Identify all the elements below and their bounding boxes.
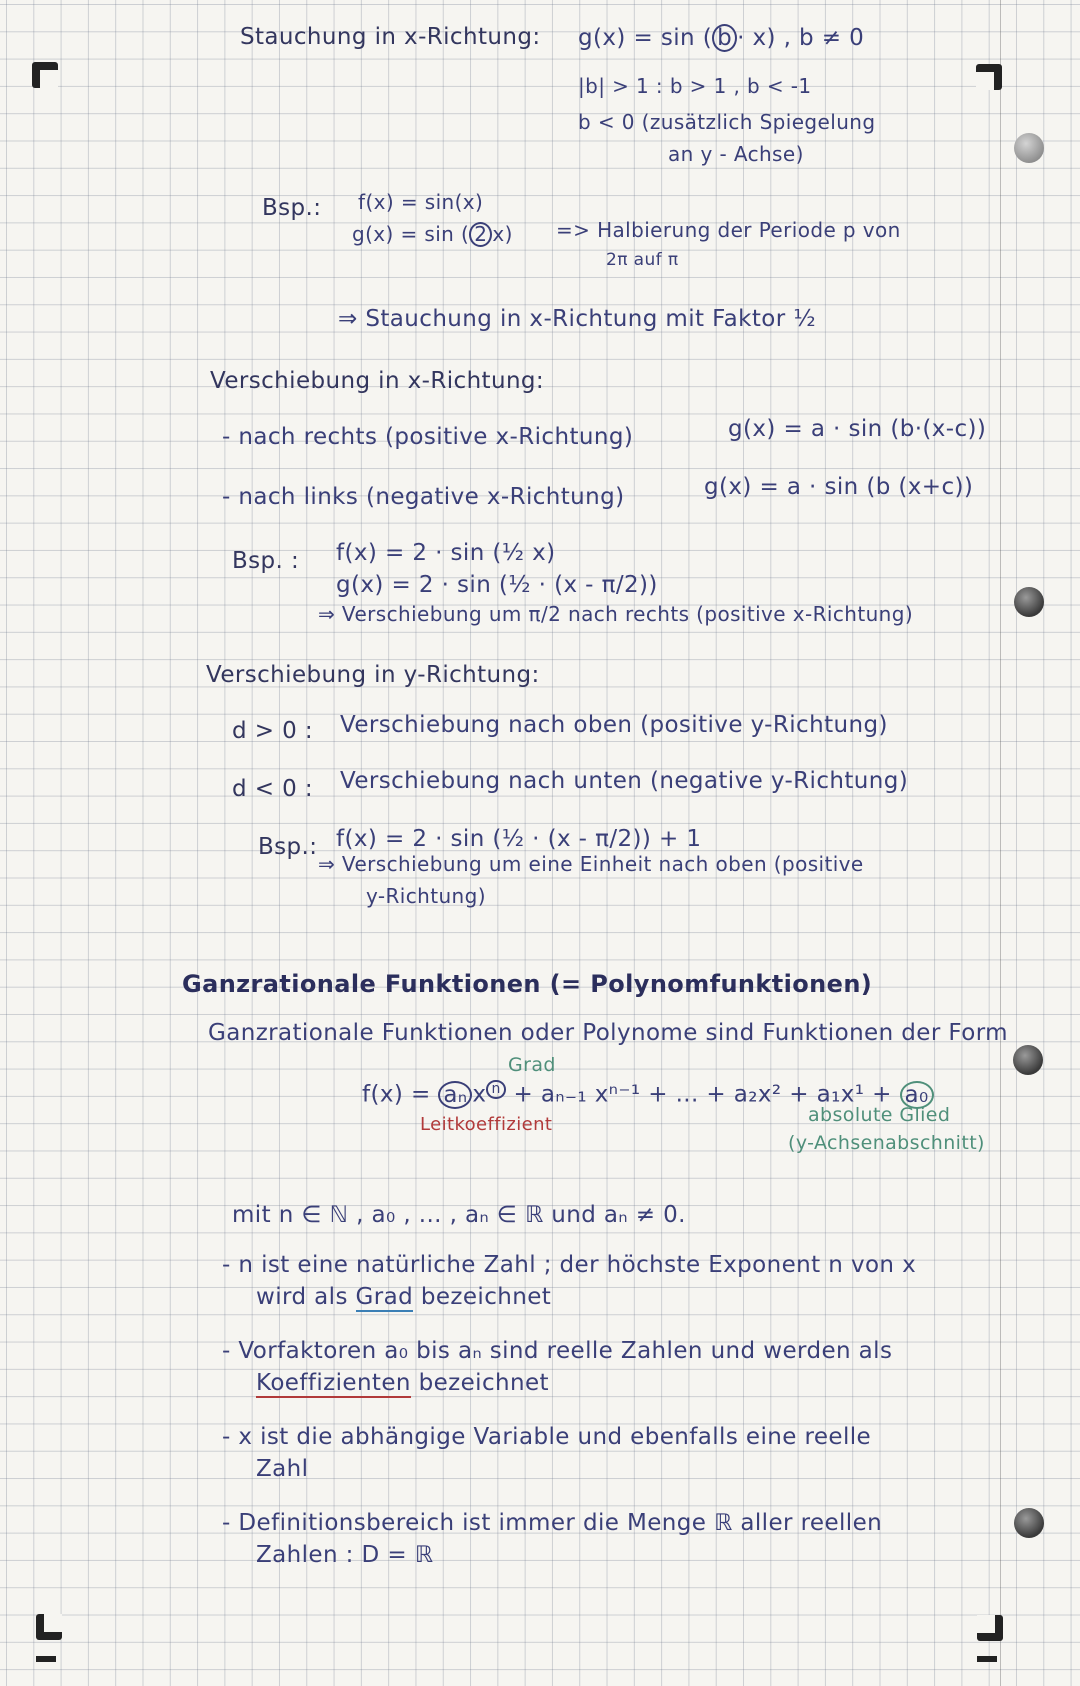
bottom-left-mark [36, 1656, 56, 1662]
verschiebung-x-conclusion: ⇒ Verschiebung um π/2 nach rechts (positive x-Richtung) [318, 602, 914, 626]
text-part: bezeichnet [413, 1284, 552, 1310]
bullet-koeffizienten-2 [256, 1370, 549, 1396]
corner-marker-top-left-icon [32, 62, 58, 88]
bullet-definitionsbereich-2: Zahlen : D = ℝ [256, 1542, 434, 1568]
term-koeffizienten: Koeffizienten [256, 1370, 411, 1396]
section-label-verschiebung-x: Verschiebung in x-Richtung: [210, 368, 545, 394]
circled-an: aₙ [438, 1081, 472, 1109]
example-f: f(x) = 2 · sin (½ · (x - π/2)) + 1 [336, 826, 702, 852]
verschiebung-links: - nach links (negative x-Richtung) [222, 484, 625, 510]
formula-part: f(x) = [362, 1081, 431, 1108]
achsenabschnitt-label: (y-Achsenabschnitt) [788, 1132, 985, 1154]
verschiebung-y-conclusion-2: y-Richtung) [366, 884, 486, 908]
example-g: g(x) = 2 · sin (½ · (x - π/2)) [336, 572, 658, 598]
bottom-right-mark [977, 1656, 997, 1662]
bullet-variable: - x ist die abhängige Variable und ebenfalls eine reelle [222, 1424, 872, 1450]
halbierung-text: => Halbierung der Periode p von [556, 218, 901, 242]
page-margin-line [1000, 0, 1001, 1686]
term-grad: Grad [355, 1284, 414, 1310]
bullet-definitionsbereich: - Definitionsbereich ist immer die Menge ℝ aller reellen [222, 1510, 883, 1536]
formula-part: x) [492, 222, 513, 246]
d-positive-text: Verschiebung nach oben (positive y-Richtung) [340, 712, 888, 738]
section-label-verschiebung-y: Verschiebung in y-Richtung: [206, 662, 540, 688]
verschiebung-rechts-formula: g(x) = a · sin (b·(x-c)) [728, 416, 987, 442]
d-negative-label: d < 0 : [232, 776, 313, 802]
example-f: f(x) = 2 · sin (½ x) [336, 540, 556, 566]
mit-text: mit n ∈ ℕ , a₀ , ... , aₙ ∈ ℝ und aₙ ≠ 0. [232, 1202, 686, 1228]
example-f: f(x) = sin(x) [358, 190, 484, 214]
bullet-variable-2: Zahl [256, 1456, 309, 1482]
d-positive-label: d > 0 : [232, 718, 313, 744]
stauchung-formula [578, 24, 864, 52]
absolute-glied-label: absolute Glied [808, 1104, 951, 1126]
example-label: Bsp. : [232, 548, 300, 574]
circled-b: b [712, 24, 737, 52]
corner-marker-bottom-right-icon [977, 1615, 1003, 1641]
grad-label: Grad [508, 1054, 556, 1076]
punch-hole-icon [1014, 133, 1044, 163]
section-label-stauchung: Stauchung in x-Richtung: [240, 24, 541, 50]
formula-part: g(x) = sin ( [578, 25, 713, 51]
formula-part: · x) , b ≠ 0 [737, 25, 865, 51]
stauchung-conclusion: ⇒ Stauchung in x-Richtung mit Faktor ½ [338, 306, 817, 332]
punch-hole-icon [1014, 587, 1044, 617]
verschiebung-links-formula: g(x) = a · sin (b (x+c)) [704, 474, 974, 500]
verschiebung-rechts: - nach rechts (positive x-Richtung) [222, 424, 634, 450]
d-negative-text: Verschiebung nach unten (negative y-Richtung) [340, 768, 909, 794]
halbierung-text-2: 2π auf π [606, 250, 679, 270]
bullet-grad: - n ist eine natürliche Zahl ; der höchste Exponent n von x [222, 1252, 917, 1278]
ganzrational-intro: Ganzrationale Funktionen oder Polynome sind Funktionen der Form [208, 1020, 1008, 1046]
example-g [352, 222, 513, 247]
formula-part: g(x) = sin ( [352, 222, 470, 246]
stauchung-condition: an y - Achse) [668, 142, 804, 166]
section-heading-ganzrational: Ganzrationale Funktionen (= Polynomfunktionen) [182, 970, 873, 998]
bullet-koeffizienten: - Vorfaktoren a₀ bis aₙ sind reelle Zahlen und werden als [222, 1338, 893, 1364]
formula-part: x [472, 1081, 487, 1108]
circled-2: 2 [469, 222, 492, 247]
corner-marker-bottom-left-icon [36, 1614, 62, 1640]
bullet-grad-2 [256, 1284, 551, 1310]
stauchung-condition: |b| > 1 : b > 1 , b < -1 [578, 74, 812, 98]
example-label: Bsp.: [262, 195, 322, 221]
verschiebung-y-conclusion: ⇒ Verschiebung um eine Einheit nach oben (positive [318, 852, 864, 876]
punch-hole-icon [1013, 1045, 1043, 1075]
punch-hole-icon [1014, 1508, 1044, 1538]
stauchung-condition: b < 0 (zusätzlich Spiegelung [578, 110, 876, 134]
example-label: Bsp.: [258, 834, 318, 860]
circled-a0: a₀ [900, 1081, 934, 1109]
leitkoeffizient-label: Leitkoeffizient [420, 1114, 553, 1135]
circled-exponent-n: n [486, 1080, 505, 1099]
formula-part: + aₙ₋₁ xⁿ⁻¹ + ... + a₂x² + a₁x¹ + [513, 1081, 892, 1108]
corner-marker-top-right-icon [976, 64, 1002, 90]
text-part: wird als [256, 1284, 356, 1310]
text-part: bezeichnet [410, 1370, 549, 1396]
